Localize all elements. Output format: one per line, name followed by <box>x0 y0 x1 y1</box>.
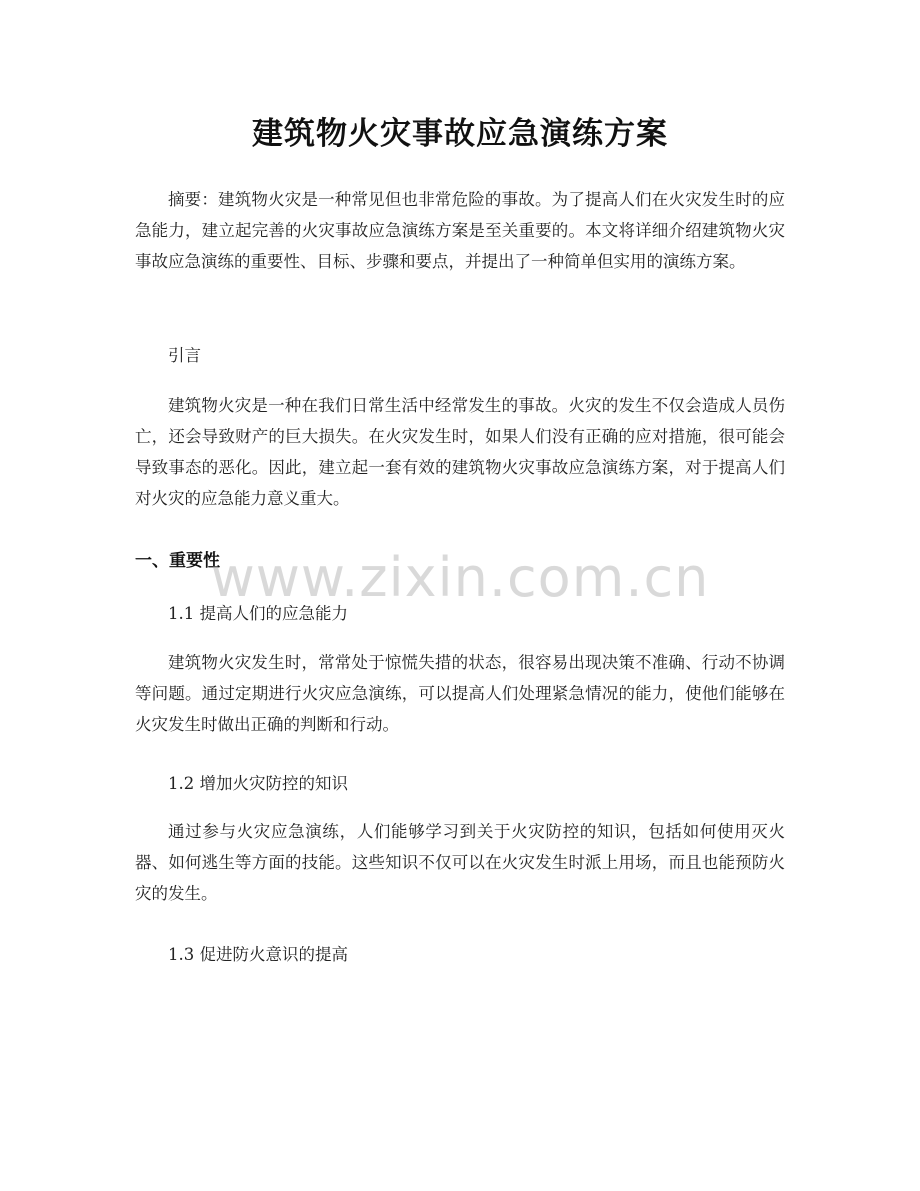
intro-heading: 引言 <box>168 346 201 365</box>
document-title: 建筑物火灾事故应急演练方案 <box>252 116 668 152</box>
abstract-paragraph: 摘要：建筑物火灾是一种常见但也非常危险的事故。为了提高人们在火灾发生时的应急能力，建立起完善的火灾事故应急演练方案是至关重要的。本文将详细介绍建筑物火灾事故应急演练的重要性、目标、步骤和要点，并提出了一种简单但实用的演练方案。 <box>135 190 785 271</box>
subsection-heading-1-3: 1.3 促进防火意识的提高 <box>168 945 348 964</box>
subsection-paragraph-1-1: 建筑物火灾发生时，常常处于惊慌失措的状态，很容易出现决策不准确、行动不协调等问题。通过定期进行火灾应急演练，可以提高人们处理紧急情况的能力，使他们能够在火灾发生时做出正确的判断和行动。 <box>135 653 785 734</box>
watermark: www.zixin.com.cn <box>210 546 710 609</box>
section-heading-importance: 一、重要性 <box>135 551 220 571</box>
subsection-paragraph-1-2: 通过参与火灾应急演练，人们能够学习到关于火灾防控的知识，包括如何使用灭火器、如何逃生等方面的技能。这些知识不仅可以在火灾发生时派上用场，而且也能预防火灾的发生。 <box>135 822 785 903</box>
subsection-heading-1-2: 1.2 增加火灾防控的知识 <box>168 774 348 793</box>
intro-paragraph: 建筑物火灾是一种在我们日常生活中经常发生的事故。火灾的发生不仅会造成人员伤亡，还会导致财产的巨大损失。在火灾发生时，如果人们没有正确的应对措施，很可能会导致事态的恶化。因此，建立起一套有效的建筑物火灾事故应急演练方案，对于提高人们对火灾的应急能力意义重大。 <box>135 396 785 508</box>
subsection-heading-1-1: 1.1 提高人们的应急能力 <box>168 604 348 623</box>
